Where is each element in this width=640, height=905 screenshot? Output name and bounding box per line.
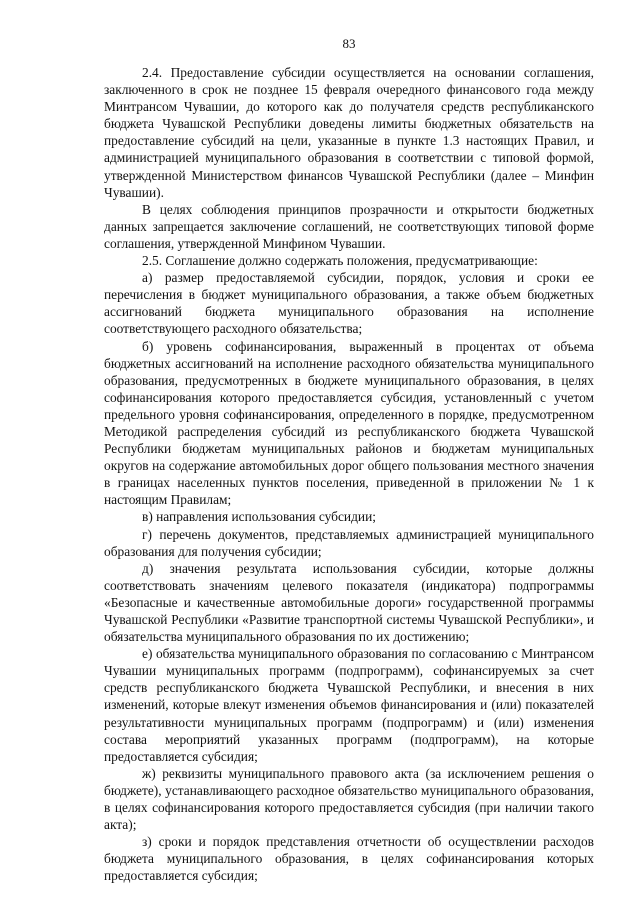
paragraph-2-4: 2.4. Предоставление субсидии осуществляется на основании соглашения, заключенного в срок не позднее 15 февраля очередного финансового года между Минтрансом Чувашии, до которого как до получателя средств республиканского бюджета Чувашской Республики доведены лимиты бюджетных обязательств на предоставление субсидий на цели, указанные в пункте 1.3 настоящих Правил, и администрацией муниципального образования в соответствии с типовой формой, утвержденной Министерством финансов Чувашской Республики (далее – Минфин Чувашии).	[104, 65, 594, 200]
list-item-v: в) направления использования субсидии;	[142, 509, 376, 525]
list-item-b: б) уровень софинансирования, выраженный в процентах от объема бюджетных ассигнований на исполнение расходного обязательства муниципального образования, предусмотренных в бюджете муниципального образования, в целях софинансирования которого предоставляется субсидия, установленный с учетом предельного уровня софинансирования, определенного в порядке, предусмотренном Методикой распределения субсидий из республиканского бюджета Чувашской Республики бюджетам муниципальных районов и бюджетам муниципальных округов на содержание автомобильных дорог общего пользования местного значения в границах населенных пунктов поселения, приведенной в приложении № 1 к настоящим Правилам;	[104, 338, 594, 508]
list-item-e: е) обязательства муниципального образования по согласованию с Минтрансом Чувашии муниципальных программ (подпрограмм), софинансируемых за счет средств республиканского бюджета Чувашской Республики, и внесения в них изменений, которые влекут изменения объемов финансирования и (или) показателей результативности муниципальных программ (подпрограмм) и (или) изменения состава мероприятий указанных программ (подпрограмм), на которые предоставляется субсидия;	[104, 646, 594, 764]
list-item-z: з) сроки и порядок представления отчетности об осуществлении расходов бюджета муниципального образования, в целях софинансирования которых предоставляется субсидия;	[104, 834, 594, 884]
document-body	[104, 64, 594, 885]
paragraph-2-5: 2.5. Соглашение должно содержать положения, предусматривающие:	[142, 253, 538, 269]
list-item-a: а) размер предоставляемой субсидии, порядок, условия и сроки ее перечисления в бюджет муниципального образования, а также объем бюджетных ассигнований бюджета муниципального образования на исполнение соответствующего расходного обязательства;	[104, 270, 594, 337]
page-number: 83	[342, 36, 356, 51]
list-item-g: г) перечень документов, представляемых администрацией муниципального образования для получения субсидии;	[104, 526, 594, 559]
paragraph-transparency: В целях соблюдения принципов прозрачности и открытости бюджетных данных запрещается заключение соглашений, не соответствующих типовой форме соглашения, утвержденной Минфином Чувашии.	[104, 201, 594, 251]
list-item-zh: ж) реквизиты муниципального правового акта (за исключением решения о бюджете), устанавливающего расходное обязательство муниципального образования, в целях софинансирования которого предоставляется субсидия (при наличии такого акта);	[104, 765, 594, 833]
list-item-d: д) значения результата использования субсидии, которые должны соответствовать значениям целевого показателя (индикатора) подпрограммы «Безопасные и качественные автомобильные дороги» государственной программы Чувашской Республики «Развитие транспортной системы Чувашской Республики», и обязательства муниципального образования по их достижению;	[104, 560, 594, 645]
